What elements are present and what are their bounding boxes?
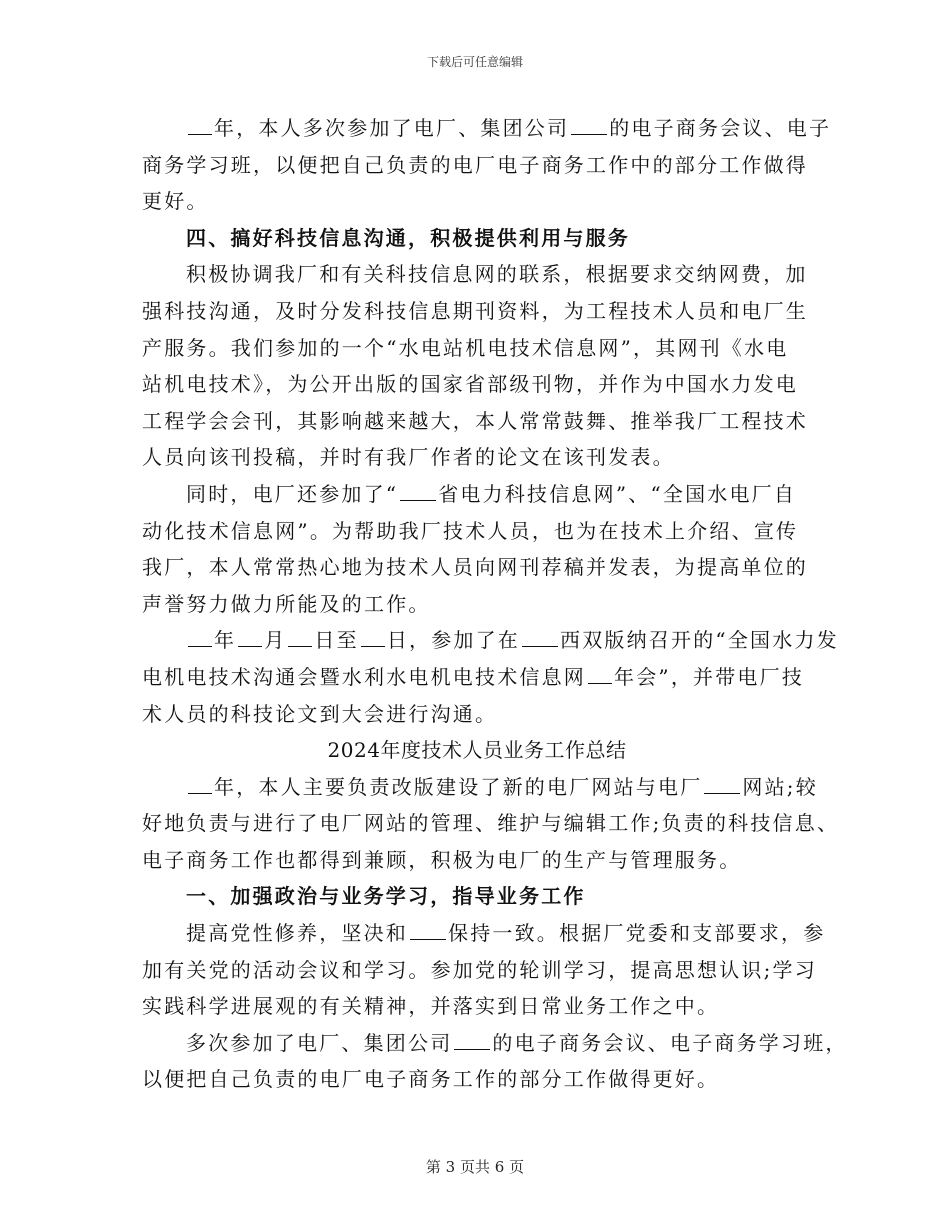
paragraph-line: 强科技沟通，及时分发科技信息期刊资料，为工程技术人员和电厂生 — [142, 298, 808, 323]
text-run: 提高党性修养，坚决和 — [186, 921, 408, 946]
text-run: 西双版纳召开的“全国水力发 — [560, 628, 839, 653]
paragraph-line: 加有关党的活动会议和学习。参加党的轮训学习，提高思想认识;学习 — [142, 957, 817, 982]
paragraph-line: 产服务。我们参加的一个“水电站机电技术信息网”，其网刊《水电 — [142, 335, 789, 360]
fill-blank — [522, 624, 558, 647]
fill-blank — [288, 624, 312, 647]
fill-blank — [361, 624, 385, 647]
text-run: 省电力科技信息网”、“全国水电厂自 — [438, 481, 797, 506]
paragraph-line: 以便把自己负责的电厂电子商务工作的部分工作做得更好。 — [142, 1067, 720, 1092]
document-body — [142, 110, 848, 1098]
text-run: 的电子商务会议、电子 — [609, 116, 832, 140]
fill-blank — [571, 112, 607, 135]
paragraph-line — [142, 622, 839, 659]
paragraph-line: 术人员的科技论文到大会进行沟通。 — [142, 701, 498, 726]
text-run: 同时，电厂还参加了“ — [186, 481, 399, 506]
text-run: 年会”，并带电厂技 — [614, 664, 805, 689]
paragraph-line: 好地负责与进行了电厂网站的管理、维护与编辑工作;负责的科技信息、 — [142, 811, 840, 836]
text-run: 月 — [264, 628, 287, 653]
paragraph-line: 动化技术信息网”。为帮助我厂技术人员，也为在技术上介绍、宣传 — [142, 518, 799, 543]
page-header: 下载后可任意编辑 — [426, 55, 523, 69]
paragraph-line: 实践科学进展观的有关精神，并落实到日常业务工作之中。 — [142, 994, 720, 1019]
fill-blank — [454, 1027, 490, 1050]
fill-blank — [588, 661, 612, 684]
paragraph-line — [142, 110, 832, 147]
text-run: 日至 — [314, 628, 359, 653]
fill-blank — [188, 771, 212, 794]
paragraph-line — [142, 659, 812, 696]
text-run: 的电子商务会议、电子商务学习班， — [492, 1030, 848, 1055]
text-run: 年，本人多次参加了电厂、集团公司 — [214, 116, 570, 140]
paragraph-line: 声誉努力做力所能及的工作。 — [142, 591, 431, 616]
paragraph-line — [142, 915, 826, 952]
fill-blank — [188, 624, 212, 647]
text-run: 年，本人主要负责改版建设了新的电厂网站与电厂 — [214, 774, 703, 799]
text-run: 保持一致。根据厂党委和支部要求，参 — [448, 921, 826, 946]
fill-blank — [400, 478, 436, 501]
text-run: 电机电技术沟通会暨水利水电机电技术信息网 — [142, 664, 586, 689]
text-run: 网站;较 — [742, 774, 818, 799]
paragraph-line: 更好。 — [142, 189, 209, 214]
section-heading: 一、加强政治与业务学习，指导业务工作 — [186, 884, 586, 909]
document-title: 2024年度技术人员业务工作总结 — [327, 738, 627, 763]
fill-blank — [704, 771, 740, 794]
paragraph-line: 站机电技术》，为公开出版的国家省部级刊物，并作为中国水力发电 — [142, 372, 798, 397]
paragraph-line — [142, 1025, 848, 1062]
fill-blank — [410, 917, 446, 940]
page-footer: 第 3 页共 6 页 — [425, 1158, 525, 1176]
fill-blank — [188, 112, 212, 135]
paragraph-line — [142, 769, 818, 806]
paragraph-line: 我厂，本人常常热心地为技术人员向网刊荐稿并发表，为提高单位的 — [142, 555, 808, 580]
fill-blank — [238, 624, 262, 647]
paragraph-line: 工程学会会刊，其影响越来越大，本人常常鼓舞、推举我厂工程技术 — [142, 408, 808, 433]
text-run: 年 — [214, 628, 237, 653]
paragraph-line — [142, 476, 812, 513]
paragraph-line: 积极协调我厂和有关科技信息网的联系，根据要求交纳网费，加 — [186, 262, 808, 287]
paragraph-line: 电子商务工作也都得到兼顾，积极为电厂的生产与管理服务。 — [142, 847, 742, 872]
section-heading: 四、搞好科技信息沟通，积极提供利用与服务 — [186, 225, 630, 250]
text-run: 多次参加了电厂、集团公司 — [186, 1030, 453, 1055]
paragraph-line: 人员向该刊投稿，并时有我厂作者的论文在该刊发表。 — [142, 445, 675, 470]
text-run: 日，参加了在 — [386, 628, 521, 653]
paragraph-line: 商务学习班，以便把自己负责的电厂电子商务工作中的部分工作做得 — [142, 152, 808, 177]
